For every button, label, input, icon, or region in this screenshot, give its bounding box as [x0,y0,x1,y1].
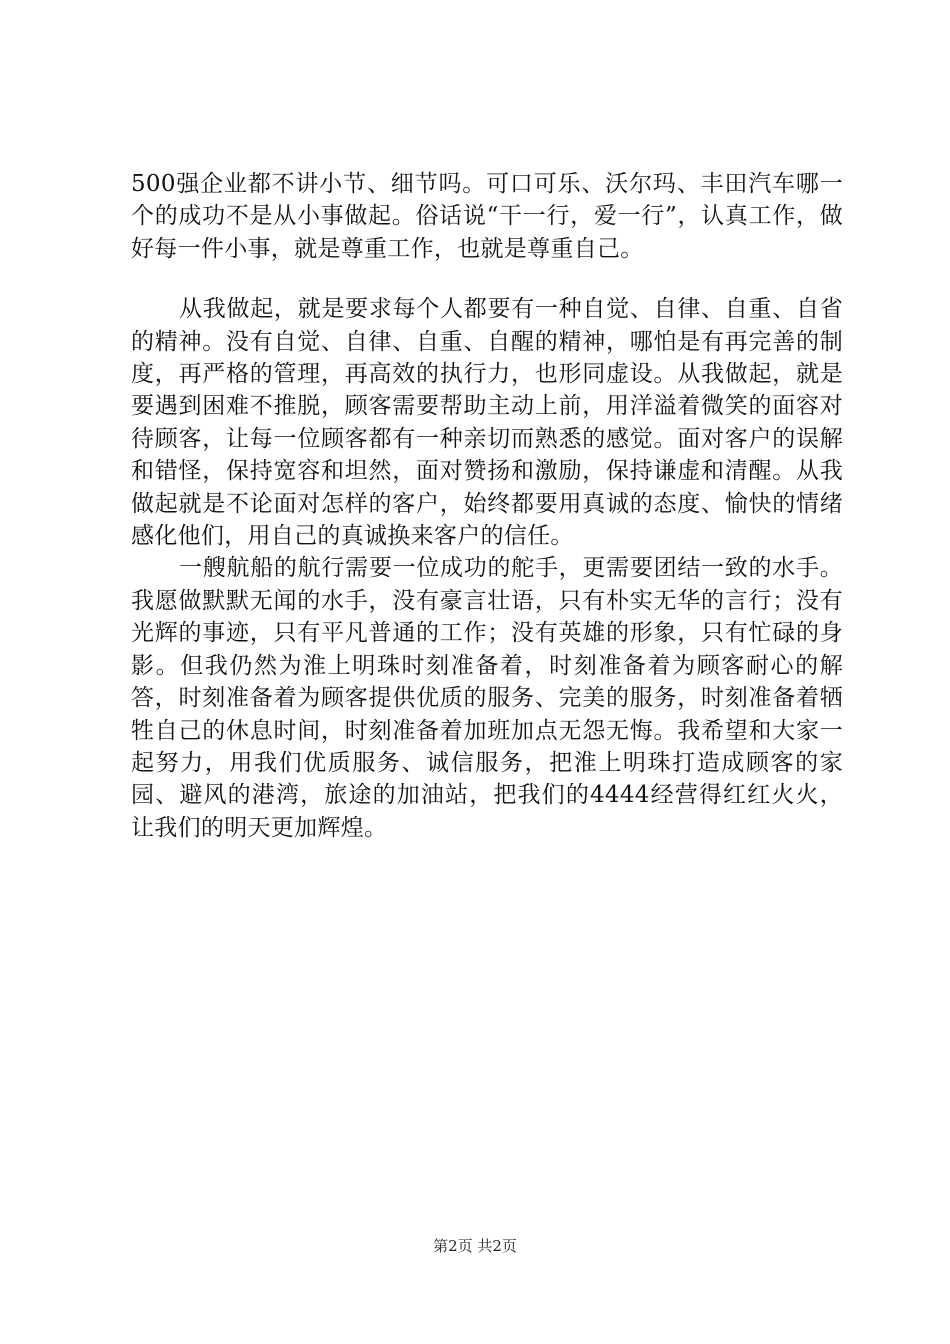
paragraph-1: 500强企业都不讲小节、细节吗。可口可乐、沃尔玛、丰田汽车哪一个的成功不是从小事做起。俗话说“干一行，爱一行”，认真工作，做好每一件小事，就是尊重工作，也就是尊重自己。 [131,171,843,262]
paragraph-2: 从我做起，就是要求每个人都要有一种自觉、自律、自重、自省的精神。没有自觉、自律、自重、自醒的精神，哪怕是有再完善的制度，再严格的管理，再高效的执行力，也形同虚设。从我做起，就是要遇到困难不推脱，顾客需要帮助主动上前，用洋溢着微笑的面容对待顾客，让每一位顾客都有一种亲切而熟悉的感觉。面对客户的误解和错怪，保持宽容和坦然，面对赞扬和激励，保持谦虚和清醒。从我做起就是不论面对怎样的客户，始终都要用真诚的态度、愉快的情绪感化他们，用自己的真诚换来客户的信任。 [131,296,843,550]
paragraph-3: 一艘航船的航行需要一位成功的舵手，更需要团结一致的水手。我愿做默默无闻的水手，没有豪言壮语，只有朴实无华的言行；没有光辉的事迹，只有平凡普通的工作；没有英雄的形象，只有忙碌的身影。但我仍然为淮上明珠时刻准备着，时刻准备着为顾客耐心的解答，时刻准备着为顾客提供优质的服务、完美的服务，时刻准备着牺牲自己的休息时间，时刻准备着加班加点无怨无悔。我希望和大家一起努力，用我们优质服务、诚信服务，把淮上明珠打造成顾客的家园、避风的港湾，旅途的加油站，把我们的4444经营得红红火火，让我们的明天更加辉煌。 [131,555,843,841]
paragraph-spacer [131,265,843,293]
document-body [131,168,843,844]
page-footer: 第2页 共2页 [433,1237,517,1255]
